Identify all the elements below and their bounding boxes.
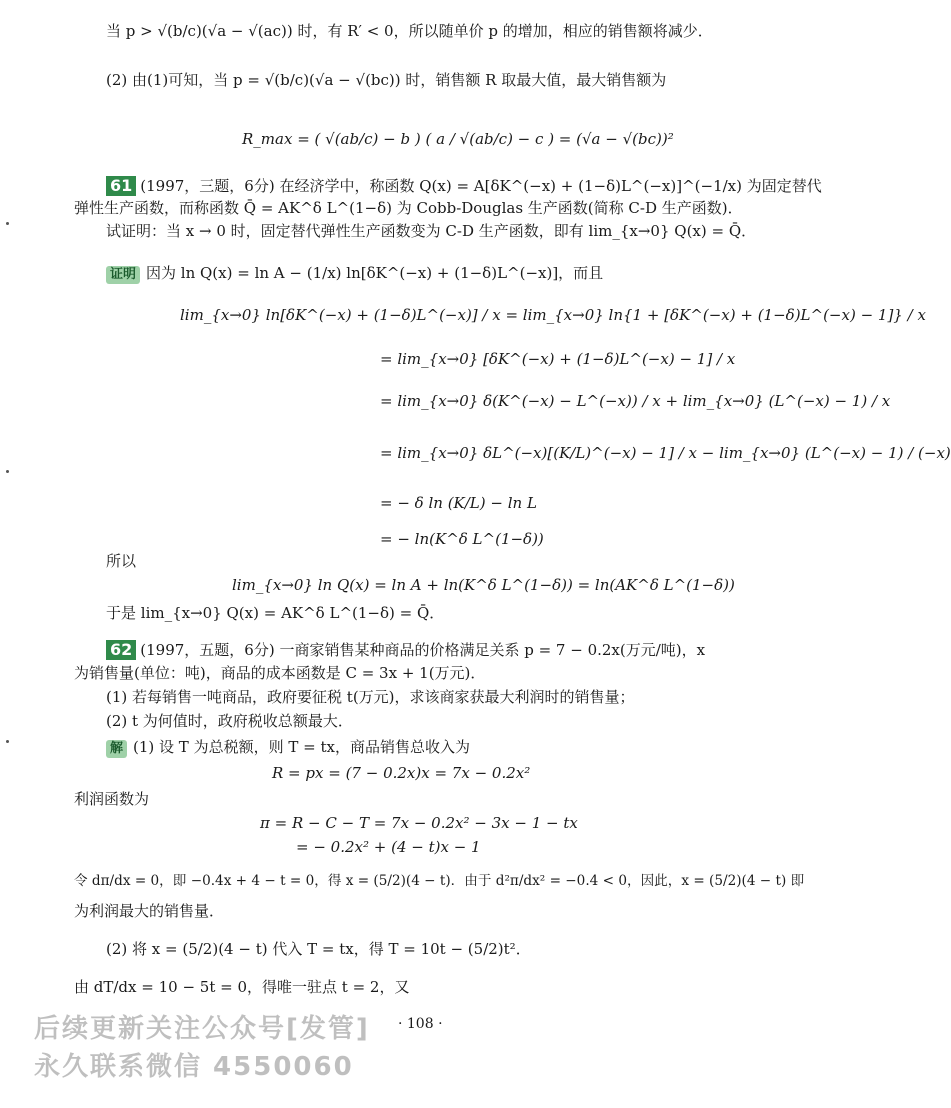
solution-intro (106, 738, 470, 758)
problem-number-badge: 61 (106, 176, 136, 196)
watermark-line-1: 后续更新关注公众号[发管] (34, 1014, 370, 1044)
equation-1: lim_{x→0} ln[δK^(−x) + (1−δ)L^(−x)] / x = lim_{x→0} ln{1 + [δK^(−x) + (1−δ)L^(−x) − 1]} / x (180, 306, 926, 324)
text-so: 所以 (106, 552, 137, 570)
formula-rmax: R_max = ( √(ab/c) − b ) ( a / √(ab/c) − c ) = (√a − √(bc))² (242, 130, 674, 148)
solution-text: (1) 设 T 为总税额，则 T = tx，商品销售总收入为 (133, 738, 470, 756)
equation-4: = lim_{x→0} δL^(−x)[(K/L)^(−x) − 1] / x − lim_{x→0} (L^(−x) − 1) / (−x) (380, 444, 951, 462)
solution-tag: 解 (106, 740, 127, 758)
text-ling-2: 为利润最大的销售量． (74, 902, 225, 920)
proof-intro (106, 264, 603, 284)
page-number: · 108 · (398, 1016, 443, 1032)
proof-text: 因为 ln Q(x) = ln A − (1/x) ln[δK^(−x) + (1−δ)L^(−x)]，而且 (146, 264, 604, 282)
equation-2: = lim_{x→0} [δK^(−x) + (1−δ)L^(−x) − 1] / x (380, 350, 736, 368)
problem-62-line-3: (1) 若每销售一吨商品，政府要征税 t(万元)，求该商家获最大利润时的销售量； (106, 688, 635, 706)
text-profit: 利润函数为 (74, 790, 150, 808)
equation-5: = − δ ln (K/L) − ln L (380, 494, 537, 512)
problem-61-line-1 (106, 176, 822, 196)
proof-tag: 证明 (106, 266, 140, 284)
problem-62-line-2: 为销售量(单位：吨)，商品的成本函数是 C = 3x + 1(万元)． (74, 664, 486, 682)
margin-dot (6, 740, 9, 743)
problem-61-line-3: 试证明：当 x → 0 时，固定替代弹性生产函数变为 C-D 生产函数，即有 lim_{x→0} Q(x) = Q̄． (106, 222, 757, 240)
text-line-1: 当 p > √(b/c)(√a − √(ac)) 时，有 R′ < 0，所以随单价 p 的增加，相应的销售额将减少． (106, 22, 713, 40)
equation-11: = − 0.2x² + (4 − t)x − 1 (296, 838, 481, 856)
problem-61-text-a: (1997，三题，6分) 在经济学中，称函数 Q(x) = A[δK^(−x) + (1−δ)L^(−x)]^(−1/x) 为固定替代 (140, 177, 822, 195)
text-line-2: (2) 由(1)可知，当 p = √(b/c)(√a − √(bc)) 时，销售额 R 取最大值，最大销售额为 (106, 71, 667, 89)
text-ling: 令 dπ/dx = 0，即 −0.4x + 4 − t = 0，得 x = (5/2)(4 − t)．由于 d²π/dx² = −0.4 < 0，因此，x = (5/2)(4 − t) 即 (74, 873, 805, 889)
equation-8: 于是 lim_{x→0} Q(x) = AK^δ L^(1−δ) = Q̄． (106, 604, 445, 622)
problem-number-badge: 62 (106, 640, 136, 660)
watermark-line-2: 永久联系微信 4550060 (34, 1052, 354, 1082)
problem-62-line-1 (106, 640, 705, 660)
equation-7: lim_{x→0} ln Q(x) = ln A + ln(K^δ L^(1−δ)) = ln(AK^δ L^(1−δ)) (232, 576, 735, 594)
equation-6: = − ln(K^δ L^(1−δ)) (380, 530, 544, 548)
equation-9: R = px = (7 − 0.2x)x = 7x − 0.2x² (272, 764, 531, 782)
text-you: 由 dT/dx = 10 − 5t = 0，得唯一驻点 t = 2，又 (74, 978, 410, 996)
margin-dot (6, 470, 9, 473)
equation-3: = lim_{x→0} δ(K^(−x) − L^(−x)) / x + lim_{x→0} (L^(−x) − 1) / x (380, 392, 891, 410)
problem-62-text-a: (1997，五题，6分) 一商家销售某种商品的价格满足关系 p = 7 − 0.2x(万元/吨)，x (140, 641, 706, 659)
text-part-2: (2) 将 x = (5/2)(4 − t) 代入 T = tx，得 T = 10t − (5/2)t²． (106, 940, 531, 958)
margin-dot (6, 222, 9, 225)
equation-10: π = R − C − T = 7x − 0.2x² − 3x − 1 − tx (260, 814, 578, 832)
problem-61-line-2: 弹性生产函数，而称函数 Q̄ = AK^δ L^(1−δ) 为 Cobb-Douglas 生产函数(简称 C-D 生产函数)． (74, 199, 743, 217)
problem-62-line-4: (2) t 为何值时，政府税收总额最大． (106, 712, 353, 730)
